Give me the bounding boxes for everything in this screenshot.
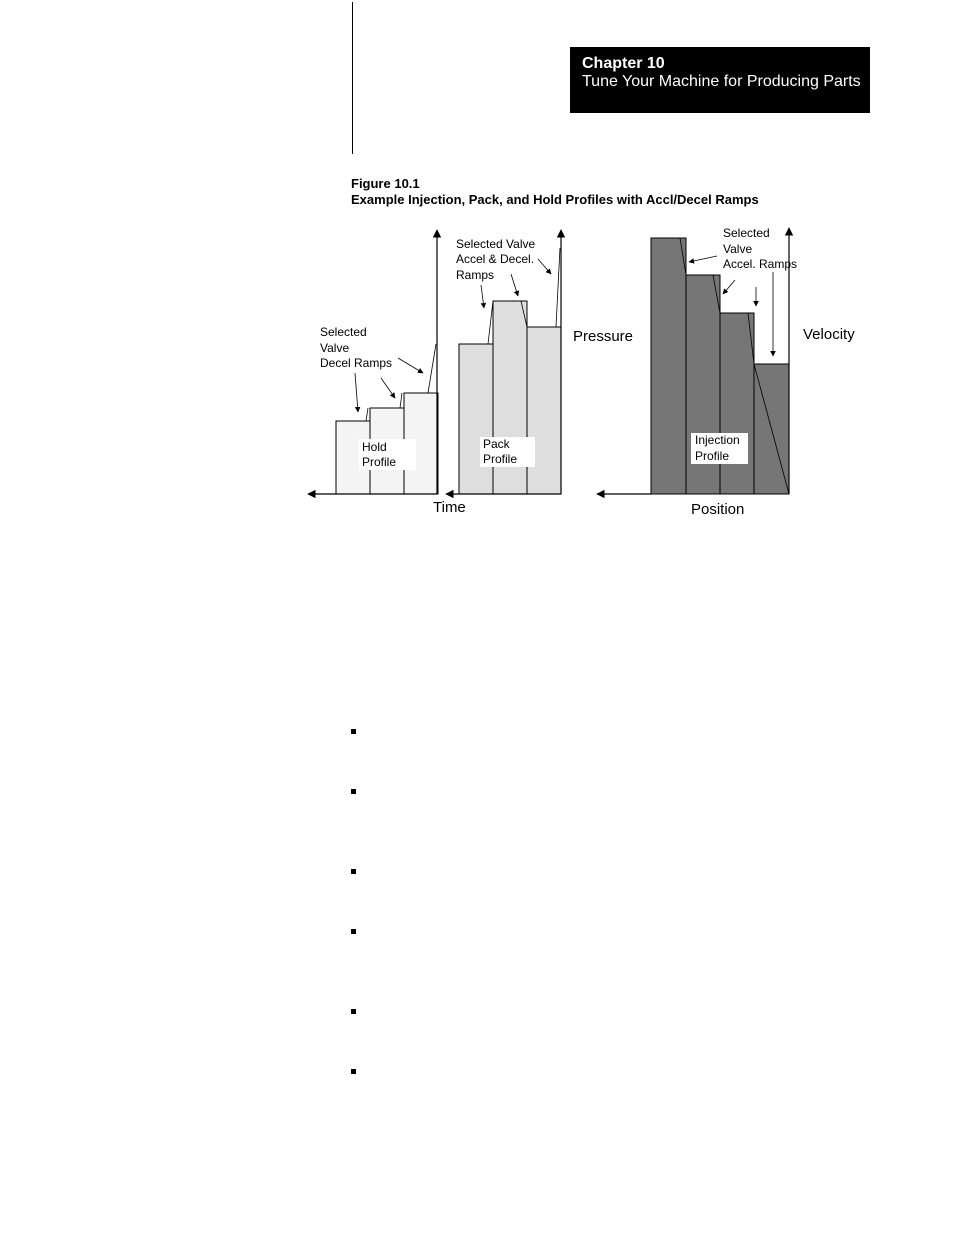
list-bullet [351,1069,356,1074]
accel-note-line2: Valve [723,242,753,256]
figure-title: Example Injection, Pack, and Hold Profiles with Accl/Decel Ramps [351,192,759,207]
accel-note-line1: Selected [723,226,770,240]
figure-number: Figure 10.1 [351,176,420,191]
injection-bar-1 [651,238,686,494]
pack-label-line1: Pack [483,437,510,451]
list-bullet [351,929,356,934]
decel-note-line3: Decel Ramps [320,356,393,370]
profiles-figure [0,0,954,540]
pack-label-line2: Profile [483,452,518,466]
list-bullet [351,729,356,734]
pack-bar-3 [527,327,561,494]
velocity-label: Velocity [803,326,855,343]
hold-label-line1: Hold [362,440,387,454]
pack-bar-1 [459,344,493,494]
injection-label-line1: Injection [695,433,740,447]
chapter-title: Tune Your Machine for Producing Parts [582,73,861,90]
chapter-number: Chapter 10 [582,55,665,72]
injection-bar-3 [720,313,754,494]
injection-label-line2: Profile [695,449,730,463]
list-bullet [351,1009,356,1014]
list-bullet [351,789,356,794]
accel-decel-note-line2: Accel & Decel. [456,252,535,266]
time-label: Time [433,499,466,516]
hold-label-line2: Profile [362,455,397,469]
pressure-label: Pressure [573,328,634,345]
accel-decel-note-line1: Selected Valve [456,237,536,251]
position-label: Position [691,501,745,518]
decel-note-line1: Selected [320,325,367,339]
accel-decel-note-line3: Ramps [456,268,495,282]
accel-note-line3: Accel. Ramps [723,257,798,271]
list-bullet [351,869,356,874]
decel-note-line2: Valve [320,341,350,355]
